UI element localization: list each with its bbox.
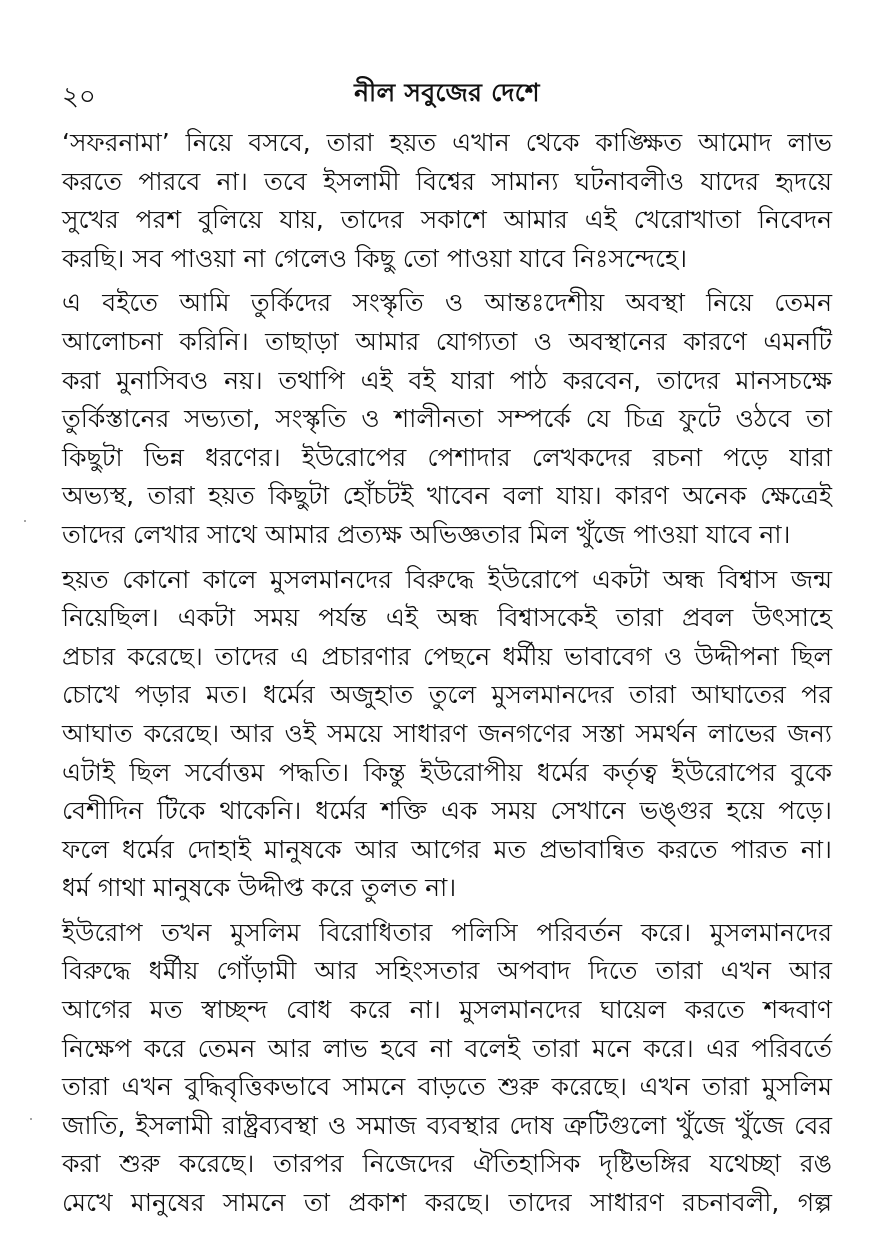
page-header <box>62 72 832 116</box>
text-line: হয়ত কোনো কালে মুসলমানদের বিরুদ্ধে ইউরোপে একটা অন্ধ বিশ্বাস জন্ম <box>62 564 832 594</box>
text-line: কিছুটা ভিন্ন ধরণের। ইউরোপের পেশাদার লেখকদের রচনা পড়ে যারা <box>62 442 832 472</box>
text-line: নিয়েছিল। একটা সময় পর্যন্ত এই অন্ধ বিশ্বাসকেই তারা প্রবল উৎসাহে <box>62 603 832 633</box>
running-title: নীল সবুজের দেশে <box>354 78 540 107</box>
text-line: তারা এখন বুদ্ধিবৃত্তিকভাবে সামনে বাড়তে শুরু করেছে। এখন তারা মুসলিম <box>62 1072 832 1102</box>
text-line: নিক্ষেপ করে তেমন আর লাভ হবে না বলেই তারা মনে করে। এর পরিবর্তে <box>62 1033 832 1063</box>
text-line: মেখে মানুষের সামনে তা প্রকাশ করছে। তাদের সাধারণ রচনাবলী, গল্প <box>62 1188 832 1218</box>
text-line: চোখে পড়ার মত। ধর্মের অজুহাত তুলে মুসলমানদের তারা আঘাতের পর <box>62 680 832 710</box>
text-line: ‘সফরনামা’ নিয়ে বসবে, তারা হয়ত এখান থেকে কাঙ্ক্ষিত আমোদ লাভ <box>62 128 832 157</box>
text-line: সুখের পরশ বুলিয়ে যায়, তাদের সকাশে আমার এই খেরোখাতা নিবেদন <box>62 205 832 235</box>
text-line: এটাই ছিল সর্বোত্তম পদ্ধতি। কিন্তু ইউরোপীয় ধর্মের কর্তৃত্ব ইউরোপের বুকে <box>62 757 832 787</box>
page-number: ২০ <box>62 82 96 112</box>
text-line: করা শুরু করেছে। তারপর নিজেদের ঐতিহাসিক দৃষ্টিভঙ্গির যথেচ্ছা রঙ <box>62 1149 832 1179</box>
text-line: প্রচার করেছে। তাদের এ প্রচারণার পেছনে ধর্মীয় ভাবাবেগ ও উদ্দীপনা ছিল <box>62 641 832 671</box>
text-line: করছি। সব পাওয়া না গেলেও কিছু তো পাওয়া যাবে নিঃসন্দেহে। <box>62 243 688 273</box>
text-line: করা মুনাসিবও নয়। তথাপি এই বই যারা পাঠ করবেন, তাদের মানসচক্ষে <box>62 365 832 395</box>
body-text <box>62 124 832 1223</box>
scan-speck <box>30 1118 32 1120</box>
text-line: ধর্ম গাথা মানুষকে উদ্দীপ্ত করে তুলত না। <box>62 873 457 903</box>
paragraph-2 <box>62 284 832 554</box>
text-line: আঘাত করেছে। আর ওই সময়ে সাধারণ জনগণের সস্তা সমর্থন লাভের জন্য <box>62 718 832 748</box>
paragraph-1 <box>62 124 832 278</box>
paragraph-3 <box>62 561 832 908</box>
text-line: ফলে ধর্মের দোহাই মানুষকে আর আগের মত প্রভাবান্বিত করতে পারত না। <box>62 834 832 864</box>
text-line: তুর্কিস্তানের সভ্যতা, সংস্কৃতি ও শালীনতা সম্পর্কে যে চিত্র ফুটে ওঠবে তা <box>62 404 832 434</box>
text-line: অভ্যস্থ, তারা হয়ত কিছুটা হোঁচটই খাবেন বলা যায়। কারণ অনেক ক্ষেত্রেই <box>62 481 832 511</box>
text-line: করতে পারবে না। তবে ইসলামী বিশ্বের সামান্য ঘটনাবলীও যাদের হৃদয়ে <box>62 166 832 196</box>
text-line: আগের মত স্বাচ্ছন্দ বোধ করে না। মুসলমানদের ঘায়েল করতে শব্দবাণ <box>62 995 832 1025</box>
text-line: এ বইতে আমি তুর্কিদের সংস্কৃতি ও আন্তঃদেশীয় অবস্থা নিয়ে তেমন <box>62 288 832 318</box>
paragraph-4 <box>62 914 832 1223</box>
text-line: ইউরোপ তখন মুসলিম বিরোধিতার পলিসি পরিবর্তন করে। মুসলমানদের <box>62 917 832 947</box>
text-line: তাদের লেখার সাথে আমার প্রত্যক্ষ অভিজ্ঞতার মিল খুঁজে পাওয়া যাবে না। <box>62 519 791 549</box>
text-line: বেশীদিন টিকে থাকেনি। ধর্মের শক্তি এক সময় সেখানে ভঙ্গুর হয়ে পড়ে। <box>62 796 832 826</box>
scan-speck <box>24 520 26 522</box>
text-line: বিরুদ্ধে ধর্মীয় গোঁড়ামী আর সহিংসতার অপবাদ দিতে তারা এখন আর <box>62 956 832 986</box>
text-line: আলোচনা করিনি। তাছাড়া আমার যোগ্যতা ও অবস্থানের কারণে এমনটি <box>62 326 832 356</box>
text-line: জাতি, ইসলামী রাষ্ট্রব্যবস্থা ও সমাজ ব্যবস্থার দোষ ত্রুটিগুলো খুঁজে খুঁজে বের <box>62 1110 832 1140</box>
